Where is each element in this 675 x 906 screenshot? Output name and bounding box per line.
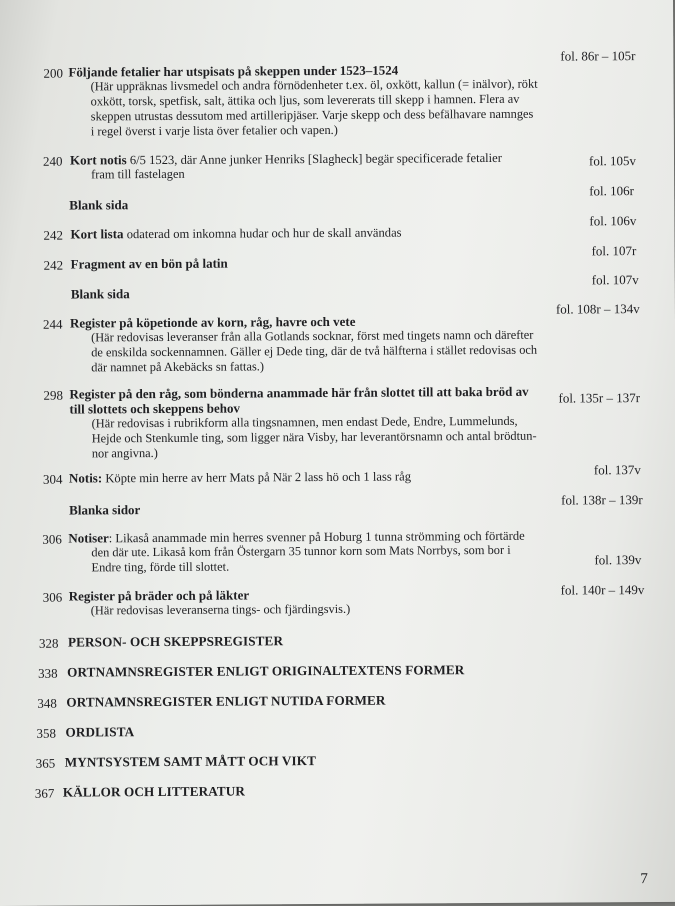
entry-description-line: (Här redovisas leveranserna tings- och fjärdingsvis.) — [90, 601, 351, 618]
folio-ref: fol. 138r – 139r — [561, 492, 643, 508]
section-title: MYNTSYSTEM SAMT MÅTT OCH VIKT — [64, 753, 317, 770]
entry-description-line: nor angivna.) — [91, 446, 158, 461]
section-page-number: 358 — [36, 725, 57, 741]
entry-description-line: Hejde och Stenkumle ting, som ligger nära Visby, har leverantörsnamn och antal brödtun- — [91, 428, 537, 446]
entry-title: Följande fetalier har utspisats på skeppen under 1523–1524 — [68, 62, 399, 80]
entry-heading — [70, 225, 401, 243]
entry-description-line: Endre ting, förde till slottet. — [91, 559, 230, 575]
folio-ref: fol. 135r – 137r — [558, 390, 641, 406]
folio-ref: fol. 107v — [591, 272, 639, 288]
entry-title: Blank sida — [69, 197, 129, 213]
entry-page-number: 242 — [43, 227, 64, 243]
folio-ref: fol. 106r — [589, 183, 635, 199]
entry-description-line: de enskilda sockennamnen. Gäller ej Dede ting, där de två hälfterna i stället redovisas och — [91, 342, 538, 360]
entry-title: Blanka sidor — [69, 502, 141, 518]
folio-ref: fol. 86r – 105r — [560, 48, 636, 64]
entry-description-line: (Här redovisas leveranser från alla Gotlands socknar, först med tingets namn och därefter — [91, 327, 534, 345]
entry-page-number: 200 — [43, 65, 64, 81]
entry-description-line: (Här redovisas i rubrikform alla tingsnamnen, men endast Dede, Endre, Lummelunds, — [91, 413, 518, 431]
entry-title: Register på den råg, som bönderna anammade här från slottet till att baka bröd av — [69, 383, 529, 402]
entry-heading — [70, 150, 502, 169]
entry-page-number: 298 — [43, 387, 63, 403]
entry-description-line: fram till fastelagen — [91, 166, 185, 182]
entry-page-number: 306 — [42, 531, 62, 547]
section-page-number: 328 — [38, 635, 59, 651]
section-title: PERSON- OCH SKEPPSREGISTER — [67, 633, 284, 650]
page-number: 7 — [640, 871, 648, 888]
section-title: KÄLLOR OCH LITTERATUR — [62, 783, 246, 800]
entry-title: Register på köpetionde av korn, råg, havre och vete — [69, 313, 356, 331]
section-page-number: 367 — [34, 785, 55, 801]
entry-description-line: skeppen utrustas dessutom med artilleripjäser. Varje skepp och dess befälhavare namnges — [90, 106, 534, 124]
section-title: ORTNAMNSREGISTER ENLIGT NUTIDA FORMER — [66, 692, 386, 710]
entry-title-rest: : Likaså anammade min herres svenner på Hoburg 1 tunna strömming och förtärde — [108, 528, 525, 546]
entry-title: Notis: — [68, 470, 103, 486]
entry-title-rest: Köpte min herre av herr Mats på När 2 lass hö och 1 lass råg — [102, 469, 412, 486]
entry-title: Kort lista — [70, 226, 124, 242]
entry-heading — [69, 468, 411, 486]
entry-title: Notiser — [68, 530, 109, 546]
entry-description-line: där namnet på Akebäcks sn fattas.) — [91, 359, 265, 375]
section-page-number: 348 — [37, 695, 57, 711]
entry-description-line: i regel överst i varje lista över fetalier och vapen.) — [90, 122, 338, 139]
folio-ref: fol. 137v — [593, 462, 641, 478]
entry-title-rest: 6/5 1523, där Anne junker Henriks [Slagheck] begär specificerade fetalier — [126, 150, 502, 168]
entry-page-number: 304 — [42, 471, 63, 487]
folio-ref: fol. 106v — [589, 213, 637, 229]
entry-title: Blank sida — [70, 286, 130, 302]
entry-description-line: oxkött, torsk, spetfisk, salt, ättika och ljus, som levererats till skepp i hamnen. Flera av — [90, 91, 520, 109]
entry-title: Kort notis — [69, 152, 127, 168]
folio-ref: fol. 107r — [591, 243, 637, 259]
entry-page-number: 306 — [42, 589, 63, 605]
entry-title: Register på bräder och på läkter — [68, 587, 250, 604]
folio-ref: fol. 105v — [588, 153, 637, 169]
section-page-number: 365 — [35, 755, 56, 771]
section-page-number: 338 — [38, 665, 58, 681]
entry-title-rest: odaterad om inkomna hudar och hur de skall användas — [123, 225, 402, 242]
folio-ref: fol. 108r – 134v — [555, 301, 640, 317]
entry-title-line2: till slottets och skeppens behov — [69, 400, 241, 417]
section-title: ORTNAMNSREGISTER ENLIGT ORIGINALTEXTENS FORMER — [67, 662, 465, 680]
entry-description-line: den där ute. Likaså kom från Östergarn 35 tunnor korn som Mats Norrbys, som bor i — [91, 542, 511, 560]
entry-page-number: 240 — [42, 153, 63, 169]
entry-page-number: 244 — [42, 316, 63, 332]
entry-description-line: (Här uppräknas livsmedel och andra förnödenheter t.ex. öl, oxkött, kallun (= inälvor), rökt — [90, 76, 538, 94]
section-title: ORDLISTA — [65, 724, 135, 740]
folio-ref: fol. 139v — [594, 552, 642, 568]
entry-page-number: 242 — [43, 257, 64, 273]
folio-ref: fol. 140r – 149v — [560, 582, 645, 598]
entry-title: Fragment av en bön på latin — [70, 255, 228, 272]
